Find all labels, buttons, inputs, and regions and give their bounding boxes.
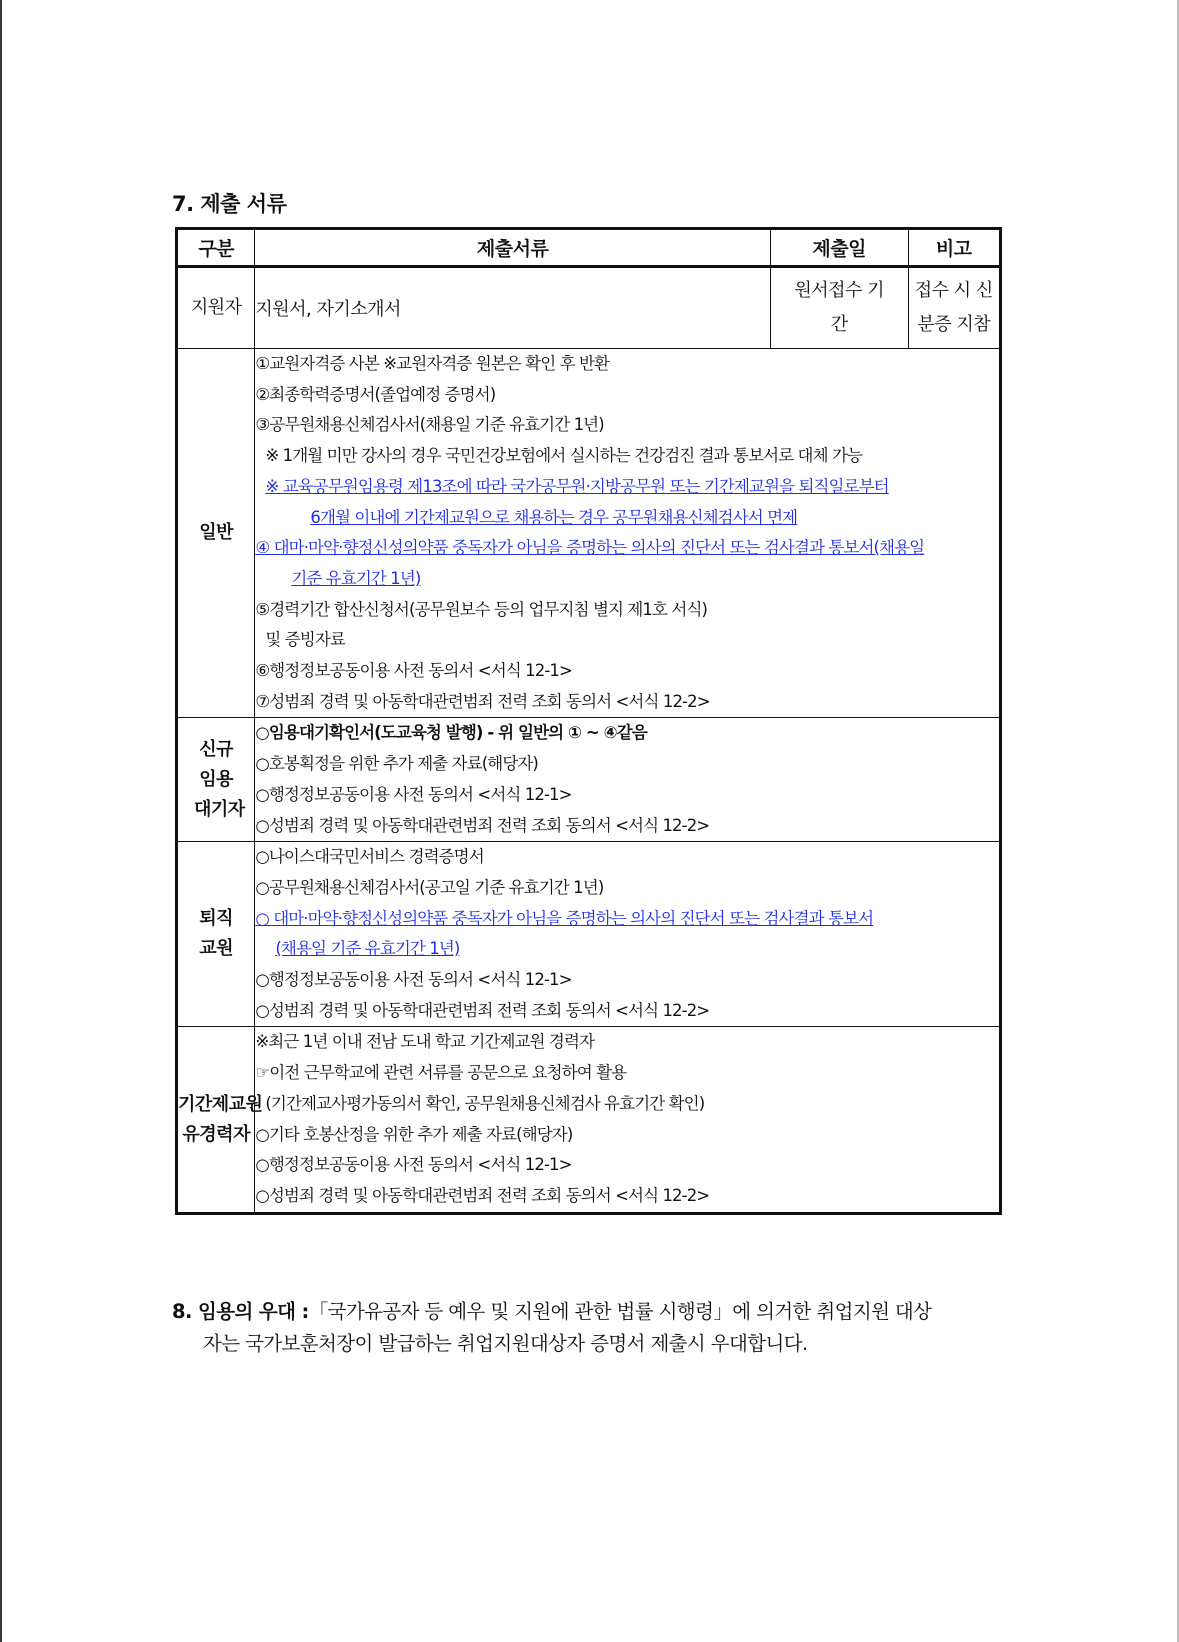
list-item: ③공무원채용신체검사서(채용일 기준 유효기간 1년) xyxy=(255,415,604,435)
section-8-paragraph xyxy=(172,1296,1012,1360)
list-item: 기준 유효기간 1년) xyxy=(291,568,421,588)
header-category: 구분 xyxy=(177,229,255,267)
list-item: ②최종학력증명서(졸업예정 증명서) xyxy=(255,384,496,404)
list-item: ○행정정보공동이용 사전 동의서 <서식 12-1> xyxy=(255,784,572,804)
list-item: ○호봉획정을 위한 추가 제출 자료(해당자) xyxy=(255,754,538,774)
list-item: ☞이전 근무학교에 관련 서류를 공문으로 요청하여 활용 xyxy=(255,1063,627,1083)
table-row-general xyxy=(177,349,1001,718)
category-general: 일반 xyxy=(177,349,255,718)
list-item: 및 증빙자료 xyxy=(265,630,345,650)
category-retired: 퇴직 교원 xyxy=(177,842,255,1027)
table-row-new-candidate xyxy=(177,718,1001,842)
list-item: (기간제교사평가동의서 확인, 공무원채용신체검사 유효기간 확인) xyxy=(265,1093,705,1113)
list-item: ○ 대마·마약·향정신성의약품 중독자가 아님을 증명하는 의사의 진단서 또는 검사결과 통보서 xyxy=(255,908,874,928)
list-item: ⑥행정정보공동이용 사전 동의서 <서식 12-1> xyxy=(255,661,572,681)
list-item: ④ 대마·마약·향정신성의약품 중독자가 아님을 증명하는 의사의 진단서 또는 검사결과 통보서(채용일 xyxy=(255,538,925,558)
note-applicant: 접수 시 신분증 지참 xyxy=(908,267,1000,349)
header-documents: 제출서류 xyxy=(255,229,771,267)
list-item: ①교원자격증 사본 ※교원자격증 원본은 확인 후 반환 xyxy=(255,354,610,373)
list-item: ○성범죄 경력 및 아동학대관련범죄 전력 조회 동의서 <서식 12-2> xyxy=(255,815,710,835)
section-7-title: 7. 제출 서류 xyxy=(172,192,287,216)
list-item: ○행정정보공동이용 사전 동의서 <서식 12-1> xyxy=(255,1155,572,1175)
list-item: ⑤경력기간 합산신청서(공무원보수 등의 업무지침 별지 제1호 서식) xyxy=(255,599,708,619)
section-8-line-2: 자는 국가보훈처장이 발급하는 취업지원대상자 증명서 제출시 우대합니다. xyxy=(203,1332,808,1355)
list-item: ※ 1개월 미만 강사의 경우 국민건강보험에서 실시하는 건강검진 결과 통보서로 대체 가능 xyxy=(265,446,863,466)
section-8-label: 8. 임용의 우대 : xyxy=(172,1300,309,1323)
category-contract-experienced: 기간제교원 유경력자 xyxy=(177,1027,255,1213)
documents-new-candidate xyxy=(255,718,1001,842)
list-item: ※ 교육공무원임용령 제13조에 따라 국가공무원·지방공무원 또는 기간제교원을 퇴직일로부터 xyxy=(265,476,889,496)
table-row-retired xyxy=(177,842,1001,1027)
list-item: ○임용대기확인서(도교육청 발행) - 위 일반의 ① ~ ④같음 xyxy=(255,723,647,743)
date-applicant: 원서접수 기간 xyxy=(770,267,908,349)
list-item: ○나이스대국민서비스 경력증명서 xyxy=(255,847,484,867)
table-header-row xyxy=(177,229,1001,267)
table-row-contract-experienced xyxy=(177,1027,1001,1213)
section-8-line-1: 「국가유공자 등 예우 및 지원에 관한 법률 시행령」에 의거한 취업지원 대상 xyxy=(308,1300,932,1323)
header-note: 비고 xyxy=(908,229,1000,267)
list-item: ○성범죄 경력 및 아동학대관련범죄 전력 조회 동의서 <서식 12-2> xyxy=(255,1185,710,1205)
submission-documents-table xyxy=(175,227,1002,1215)
documents-contract-experienced xyxy=(255,1027,1001,1213)
documents-retired xyxy=(255,842,1001,1027)
list-item: ○행정정보공동이용 사전 동의서 <서식 12-1> xyxy=(255,970,572,990)
list-item: ※최근 1년 이내 전남 도내 학교 기간제교원 경력자 xyxy=(255,1032,595,1052)
list-item: 6개월 이내에 기간제교원으로 채용하는 경우 공무원채용신체검사서 면제 xyxy=(310,507,798,527)
category-new-candidate: 신규 임용 대기자 xyxy=(177,718,255,842)
list-item: ⑦성범죄 경력 및 아동학대관련범죄 전력 조회 동의서 <서식 12-2> xyxy=(255,691,710,711)
list-item: ○성범죄 경력 및 아동학대관련범죄 전력 조회 동의서 <서식 12-2> xyxy=(255,1000,710,1020)
header-date: 제출일 xyxy=(770,229,908,267)
table-row-applicant xyxy=(177,267,1001,349)
documents-applicant: 지원서, 자기소개서 xyxy=(255,267,771,349)
category-applicant: 지원자 xyxy=(177,267,255,349)
list-item: (채용일 기준 유효기간 1년) xyxy=(275,939,460,959)
list-item: ○기타 호봉산정을 위한 추가 제출 자료(해당자) xyxy=(255,1124,573,1144)
list-item: ○공무원채용신체검사서(공고일 기준 유효기간 1년) xyxy=(255,877,604,897)
documents-general xyxy=(255,349,1001,718)
